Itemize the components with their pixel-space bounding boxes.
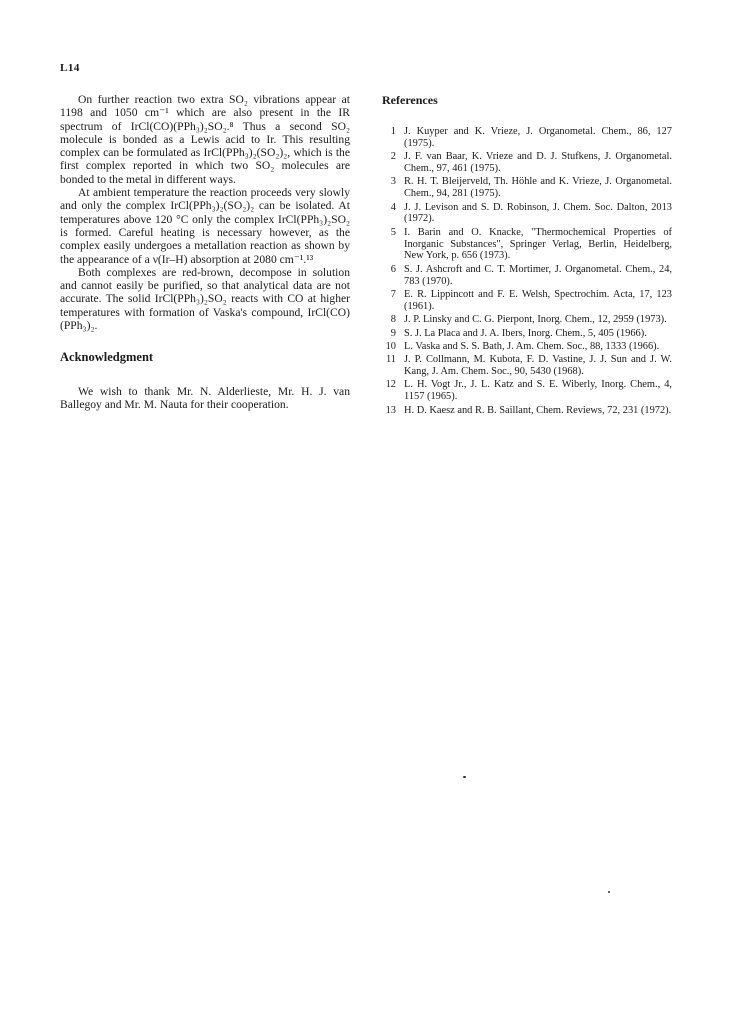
- reference-text: E. R. Lippincott and F. E. Welsh, Spectrochim. Acta, 17, 123 (1961).: [404, 288, 672, 312]
- reference-number: 3: [390, 176, 396, 188]
- page-number: L14: [60, 62, 80, 74]
- scan-speck: [463, 776, 466, 778]
- reference-text: J. P. Linsky and C. G. Pierpont, Inorg. Chem., 12, 2959 (1973).: [404, 314, 667, 326]
- acknowledgment-heading: Acknowledgment: [60, 350, 154, 365]
- reference-number: 1: [390, 126, 396, 137]
- body-paragraph-3: Both complexes are red-brown, decompose in solution and cannot easily be purified, so that analytical data are not accurate. The solid IrCl(PPh₃)₂SO₂ reacts with CO at higher temperatures with formation of Vaska's compound, IrCl(CO)(PPh₃)₂.: [60, 265, 350, 333]
- references-heading: References: [382, 93, 438, 107]
- reference-item: [382, 264, 672, 288]
- reference-number: 7: [390, 288, 396, 300]
- scan-speck: [608, 891, 610, 893]
- reference-number: 10: [385, 340, 396, 352]
- reference-item: [382, 354, 672, 378]
- reference-text: H. D. Kaesz and R. B. Saillant, Chem. Reviews, 72, 231 (1972).: [404, 404, 672, 416]
- reference-number: 12: [385, 379, 396, 391]
- reference-text: L. Vaska and S. S. Bath, J. Am. Chem. Soc., 88, 1333 (1966).: [404, 340, 660, 352]
- reference-item: [382, 289, 672, 313]
- body-paragraph-2: At ambient temperature the reaction proceeds very slowly and only the complex IrCl(PPh₃)₂(SO₂)₂ can be isolated. At temperatures above 120 °C only the complex IrCl(PPh₃)₂SO₂ is formed. Careful heating is necessary however, as the complex easily undergoes a metallation reaction as shown by the appearance of a ν(Ir–H) absorption at 2080 cm⁻¹.¹³: [60, 186, 350, 266]
- acknowledgment-text: We wish to thank Mr. N. Alderlieste, Mr. H. J. van Ballegoy and Mr. M. Nauta for their cooperation.: [60, 384, 350, 411]
- reference-item: [382, 176, 672, 200]
- right-column: [382, 93, 672, 418]
- reference-text: L. H. Vogt Jr., J. L. Katz and S. E. Wiberly, Inorg. Chem., 4, 1157 (1965).: [404, 379, 672, 403]
- left-column: [60, 93, 350, 411]
- reference-item: [382, 328, 672, 340]
- body-paragraph-1: On further reaction two extra SO₂ vibrations appear at 1198 and 1050 cm⁻¹ which are also present in the IR spectrum of IrCl(CO)(PPh₃)₂SO₂.⁸ Thus a second SO₂ molecule is bonded as a Lewis acid to Ir. This resulting complex can be formulated as IrCl(PPh₃)₂(SO₂)₂, which is the first complex reported in which two SO₂ molecules are bonded to the metal in different ways.: [60, 93, 350, 186]
- reference-text: J. F. van Baar, K. Vrieze and D. J. Stufkens, J. Organometal. Chem., 97, 461 (1975).: [404, 151, 672, 174]
- reference-item: [382, 405, 672, 417]
- reference-number: 5: [390, 226, 396, 238]
- reference-item: [382, 227, 672, 262]
- reference-item: [382, 202, 672, 226]
- reference-text: S. J. La Placa and J. A. Ibers, Inorg. Chem., 5, 405 (1966).: [404, 327, 647, 339]
- reference-item: [382, 379, 672, 403]
- reference-number: 4: [390, 201, 396, 213]
- references-list: [382, 126, 672, 416]
- reference-text: I. Barin and O. Knacke, "Thermochemical Properties of Inorganic Substances", Springer Verlag, Berlin, Heidelberg, New York, p. 656 (1973).: [404, 226, 672, 262]
- reference-text: S. J. Ashcroft and C. T. Mortimer, J. Organometal. Chem., 24, 783 (1970).: [404, 263, 672, 287]
- reference-item: [382, 151, 672, 175]
- reference-item: [382, 126, 672, 150]
- reference-item: [382, 341, 672, 353]
- reference-text: J. Kuyper and K. Vrieze, J. Organometal. Chem., 86, 127 (1975).: [404, 126, 672, 149]
- reference-number: 9: [390, 327, 396, 339]
- reference-number: 13: [385, 404, 396, 416]
- reference-text: J. P. Collmann, M. Kubota, F. D. Vastine, J. J. Sun and J. W. Kang, J. Am. Chem. Soc., 90, 5430 (1968).: [404, 354, 672, 378]
- reference-number: 2: [390, 151, 396, 163]
- reference-number: 8: [390, 314, 396, 326]
- reference-item: [382, 314, 672, 326]
- reference-number: 11: [385, 354, 396, 366]
- reference-number: 6: [390, 263, 396, 275]
- reference-text: J. J. Levison and S. D. Robinson, J. Chem. Soc. Dalton, 2013 (1972).: [404, 201, 672, 225]
- reference-text: R. H. T. Bleijerveld, Th. Höhle and K. Vrieze, J. Organometal. Chem., 94, 281 (1975).: [404, 176, 672, 200]
